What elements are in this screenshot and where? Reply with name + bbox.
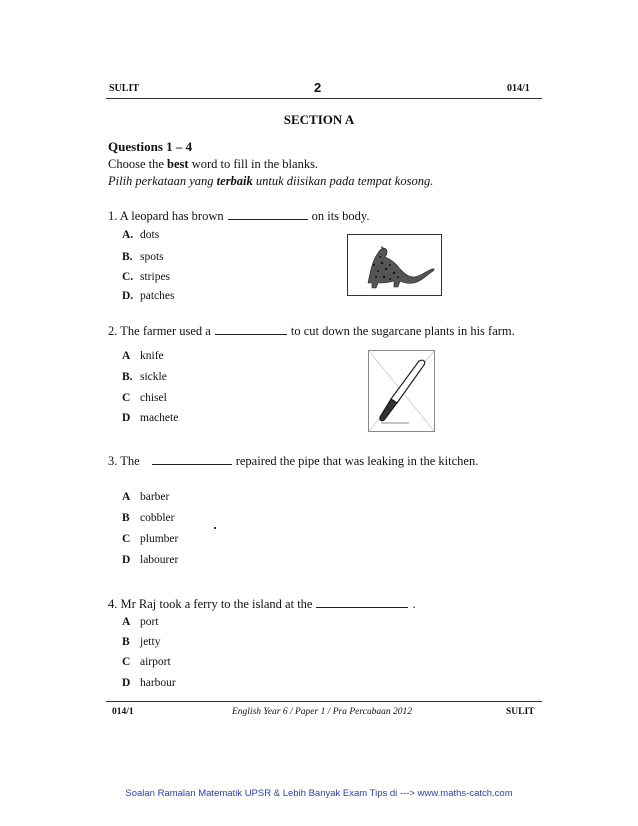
header-right: 014/1	[507, 83, 530, 94]
promo-link[interactable]: Soalan Ramalan Matematik UPSR & Lebih Banyak Exam Tips di ---> www.maths-catch.com	[125, 788, 513, 799]
machete-image	[368, 350, 435, 432]
question-4-text-pre: 4. Mr Raj took a ferry to the island at the	[108, 597, 313, 611]
instruction-malay	[108, 174, 433, 189]
option-text: patches	[140, 290, 175, 302]
question-1-option-c[interactable]	[122, 271, 170, 283]
question-3-text-post: repaired the pipe that was leaking in the kitchen.	[235, 454, 479, 468]
footer-right: SULIT	[506, 707, 535, 717]
question-1-text-pre: 1. A leopard has brown	[108, 209, 224, 223]
option-text: airport	[140, 656, 171, 668]
option-letter: B.	[122, 251, 133, 263]
instruction-en-bold: best	[167, 157, 189, 171]
option-letter: C.	[122, 271, 134, 283]
option-text: jetty	[140, 636, 161, 648]
question-3-option-d[interactable]	[122, 554, 178, 566]
option-text: plumber	[140, 533, 179, 545]
option-text: chisel	[140, 392, 167, 404]
question-2-option-c[interactable]	[122, 392, 167, 404]
stray-dot	[214, 527, 216, 529]
option-letter: C	[122, 533, 131, 545]
option-text: cobbler	[140, 512, 175, 524]
question-4-blank	[316, 596, 408, 608]
question-2	[108, 323, 515, 339]
machete-icon	[369, 351, 434, 431]
leopard-icon	[348, 235, 441, 295]
instruction-en-pre: Choose the	[108, 157, 168, 171]
footer-rule	[106, 701, 542, 702]
option-letter: D	[122, 412, 131, 424]
question-3-option-c[interactable]	[122, 533, 178, 545]
option-letter: A	[122, 350, 131, 362]
footer-left: 014/1	[112, 707, 134, 717]
instruction-ms-pre: Pilih perkataan yang	[108, 174, 217, 188]
question-1-option-a[interactable]	[122, 229, 159, 241]
question-1-text-post: on its body.	[311, 209, 370, 223]
option-text: labourer	[140, 554, 179, 566]
leopard-image	[347, 234, 442, 296]
option-letter: D.	[122, 290, 134, 302]
header-rule	[106, 98, 542, 99]
option-text: sickle	[140, 371, 167, 383]
option-text: barber	[140, 491, 170, 503]
question-4	[108, 596, 416, 612]
question-4-option-c[interactable]	[122, 656, 171, 668]
option-letter: C	[122, 656, 131, 668]
question-3-text-pre: 3. The	[108, 454, 140, 468]
question-2-option-b[interactable]	[122, 371, 167, 383]
option-text: stripes	[140, 271, 171, 283]
option-letter: D	[122, 554, 131, 566]
questions-range: Questions 1 – 4	[108, 139, 193, 154]
instruction-en-post: word to fill in the blanks.	[188, 157, 319, 171]
question-2-text-post: to cut down the sugarcane plants in his farm.	[290, 324, 515, 338]
question-4-option-b[interactable]	[122, 636, 160, 648]
instruction-ms-post: untuk diisikan pada tempat kosong.	[252, 174, 434, 188]
option-text: harbour	[140, 677, 176, 689]
question-4-option-d[interactable]	[122, 677, 176, 689]
question-1	[108, 208, 369, 224]
section-title: SECTION A	[283, 112, 355, 127]
question-1-blank	[228, 208, 308, 220]
question-4-option-a[interactable]	[122, 616, 159, 628]
option-letter: A.	[122, 229, 134, 241]
question-3-option-a[interactable]	[122, 491, 169, 503]
option-letter: A	[122, 616, 131, 628]
option-text: port	[140, 616, 159, 628]
question-3-blank	[152, 453, 232, 465]
question-2-option-d[interactable]	[122, 412, 178, 424]
option-letter: D	[122, 677, 131, 689]
footer-center: English Year 6 / Paper 1 / Pra Percubaan 2012	[232, 707, 413, 717]
header-left: SULIT	[109, 83, 140, 94]
option-letter: A	[122, 491, 131, 503]
option-letter: C	[122, 392, 131, 404]
question-1-option-b[interactable]	[122, 251, 164, 263]
question-2-option-a[interactable]	[122, 350, 164, 362]
question-3	[108, 453, 478, 469]
instruction-ms-bold: terbaik	[216, 174, 253, 188]
option-letter: B	[122, 636, 130, 648]
option-text: spots	[140, 251, 164, 263]
option-text: knife	[140, 350, 164, 362]
option-letter: B.	[122, 371, 133, 383]
question-4-text-post: .	[412, 597, 416, 611]
instruction-english	[108, 157, 318, 172]
option-text: machete	[140, 412, 179, 424]
page-number: 2	[314, 80, 322, 95]
question-1-option-d[interactable]	[122, 290, 174, 302]
question-2-text-pre: 2. The farmer used a	[108, 324, 211, 338]
option-letter: B	[122, 512, 130, 524]
option-text: dots	[140, 229, 160, 241]
question-2-blank	[215, 323, 287, 335]
question-3-option-b[interactable]	[122, 512, 174, 524]
